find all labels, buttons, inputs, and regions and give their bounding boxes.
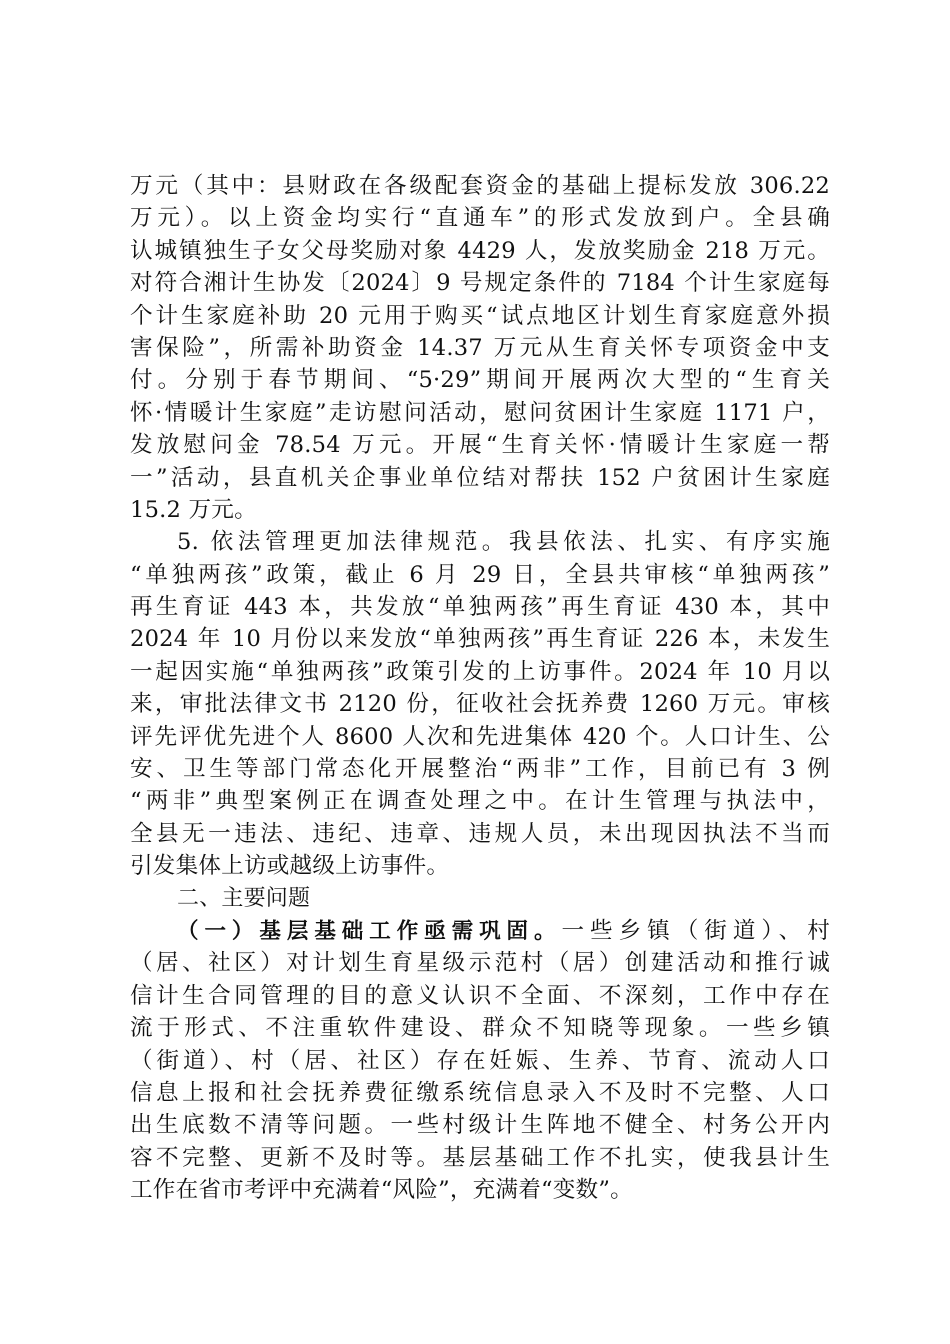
body-line: 2024 年 10 月份以来发放“单独两孩”再生育证 226 本，未发生: [130, 626, 830, 653]
subsection-heading: （一）基层基础工作亟需巩固。: [177, 918, 562, 944]
body-line: 信计生合同管理的目的意义认识不全面、不深刻，工作中存在: [130, 982, 830, 1009]
body-line: 流于形式、不注重软件建设、群众不知晓等现象。一些乡镇: [130, 1015, 830, 1042]
paragraph-first-line: [130, 915, 830, 947]
body-line: 工作在省市考评中充满着“风险”，充满着“变数”。: [130, 1177, 633, 1204]
body-line: 付。分别于春节期间、“5·29”期间开展两次大型的“生育关: [130, 367, 830, 394]
paragraph-first-line: 5. 依法管理更加法律规范。我县依法、扎实、有序实施: [177, 529, 830, 556]
body-line: 一起因实施“单独两孩”政策引发的上访事件。2024 年 10 月以: [130, 658, 830, 685]
body-line: 出生底数不清等问题。一些村级计生阵地不健全、村务公开内: [130, 1112, 830, 1139]
body-line: 万元）。以上资金均实行“直通车”的形式发放到户。全县确: [130, 205, 830, 232]
body-line: 容不完整、更新不及时等。基层基础工作不扎实，使我县计生: [130, 1144, 830, 1171]
body-line: 对符合湘计生协发〔2024〕9 号规定条件的 7184 个计生家庭每: [130, 270, 830, 297]
section-heading: 二、主要问题: [177, 885, 311, 911]
body-line: （居、社区）对计划生育星级示范村（居）创建活动和推行诚: [130, 950, 830, 977]
body-line: 一”活动，县直机关企事业单位结对帮扶 152 户贫困计生家庭: [130, 464, 830, 491]
body-line: 个计生家庭补助 20 元用于购买“试点地区计划生育家庭意外损: [130, 302, 830, 329]
body-line: 认城镇独生子女父母奖励对象 4429 人，发放奖励金 218 万元。: [130, 237, 830, 264]
body-line: 怀·情暖计生家庭”走访慰问活动，慰问贫困计生家庭 1171 户，: [130, 399, 830, 426]
body-line: 再生育证 443 本，共发放“单独两孩”再生育证 430 本，其中: [130, 594, 830, 621]
body-line: “单独两孩”政策，截止 6 月 29 日，全县共审核“单独两孩”: [130, 561, 830, 588]
body-line: 发放慰问金 78.54 万元。开展“生育关怀·情暖计生家庭一帮: [130, 432, 830, 459]
body-line: “两非”典型案例正在调查处理之中。在计生管理与执法中，: [130, 788, 830, 815]
body-line: 信息上报和社会抚养费征缴系统信息录入不及时不完整、人口: [130, 1079, 830, 1106]
body-line: 引发集体上访或越级上访事件。: [130, 853, 450, 880]
body-line: 15.2 万元。: [130, 496, 257, 523]
body-line: 全县无一违法、违纪、违章、违规人员，未出现因执法不当而: [130, 820, 830, 847]
body-line: 来，审批法律文书 2120 份，征收社会抚养费 1260 万元。审核: [130, 691, 830, 718]
body-line: 安、卫生等部门常态化开展整治“两非”工作，目前已有 3 例: [130, 756, 830, 783]
body-line: 害保险”，所需补助资金 14.37 万元从生育关怀专项资金中支: [130, 334, 830, 361]
body-line: （街道）、村（居、社区）存在妊娠、生养、节育、流动人口: [130, 1047, 830, 1074]
document-body: [130, 170, 830, 1207]
body-text: 一些乡镇（街道）、村: [561, 917, 830, 944]
body-line: 评先评优先进个人 8600 人次和先进集体 420 个。人口计生、公: [130, 723, 830, 750]
body-line: 万元（其中：县财政在各级配套资金的基础上提标发放 306.22: [130, 173, 830, 199]
